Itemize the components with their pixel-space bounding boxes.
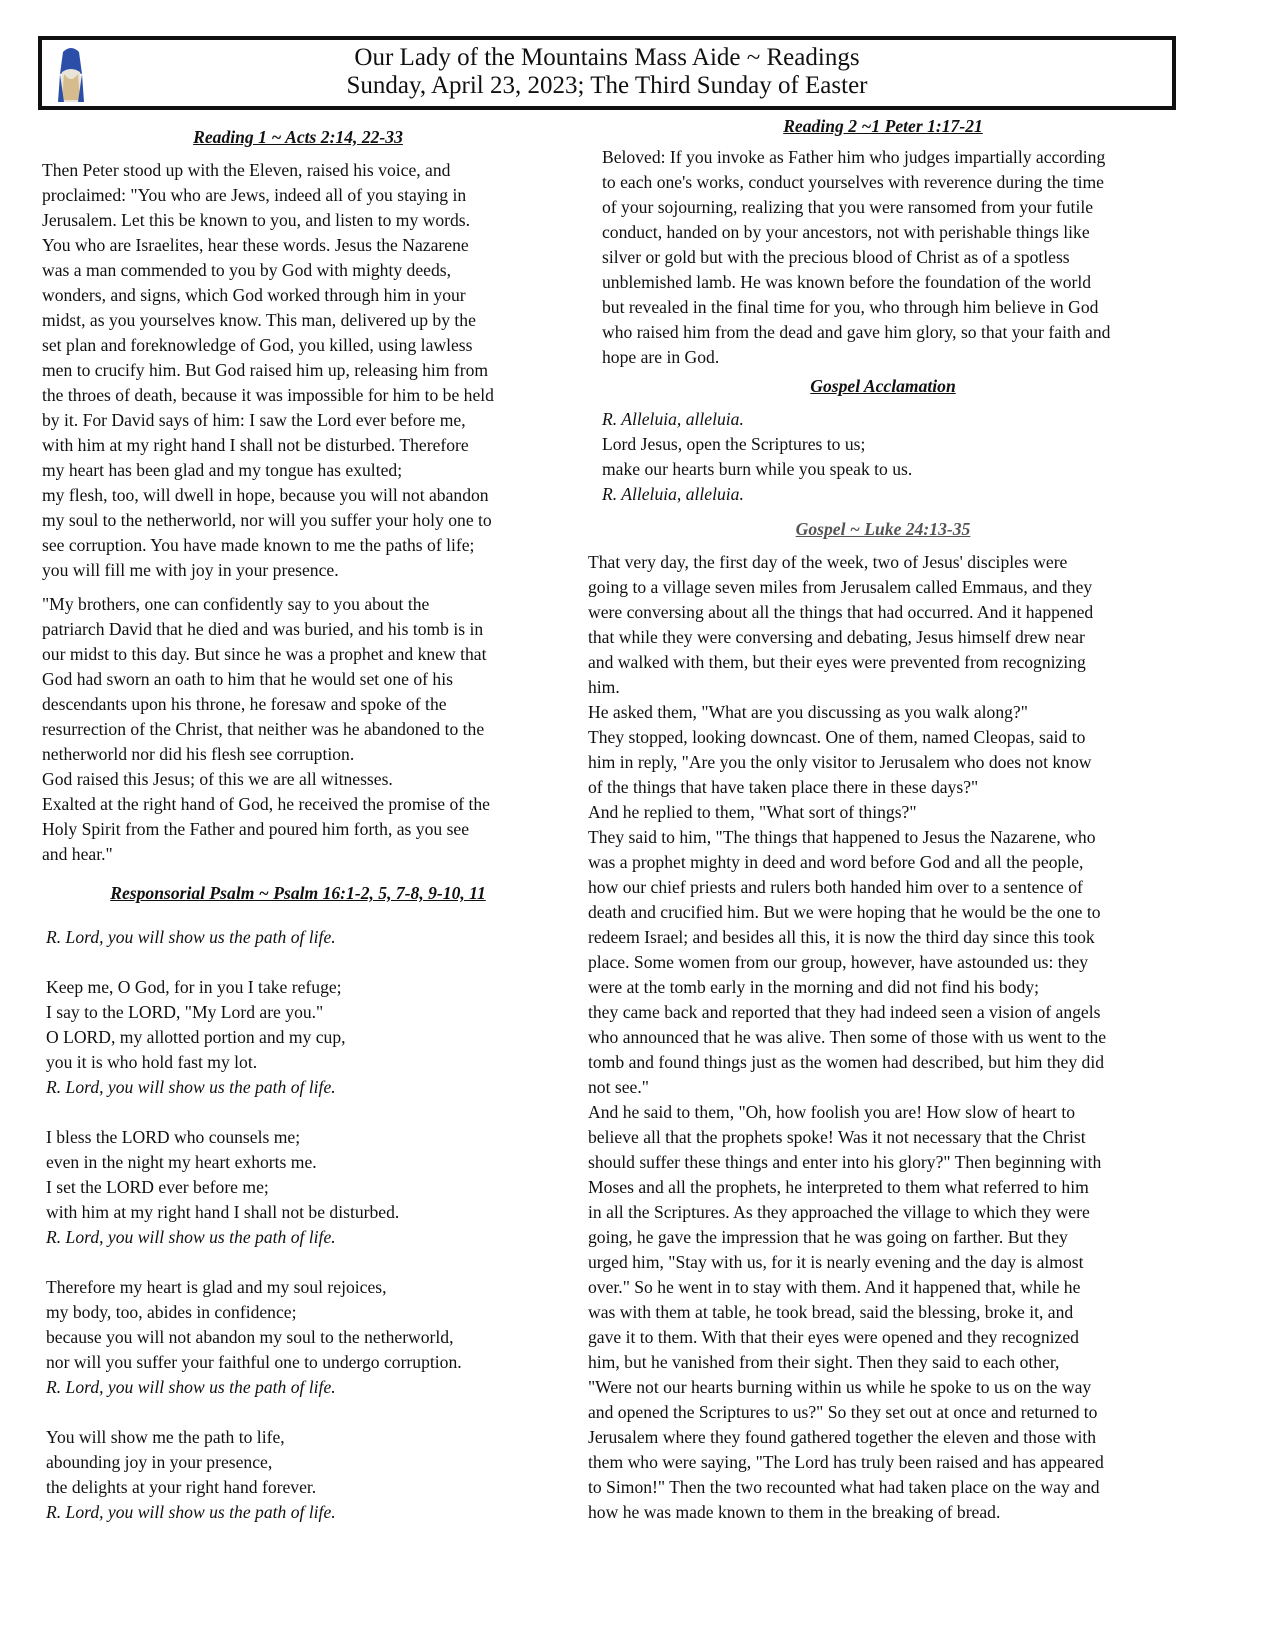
text-line: conduct, handed on by your ancestors, not with perishable things like bbox=[602, 222, 1090, 242]
text-line: going, he gave the impression that he was going on farther. But they bbox=[588, 1227, 1068, 1247]
text-line: Jerusalem where they found gathered together the eleven and those with bbox=[588, 1427, 1097, 1447]
text-line: believe all that the prophets spoke! Was it not necessary that the Christ bbox=[588, 1127, 1086, 1147]
text-line: God raised this Jesus; of this we are all witnesses. bbox=[42, 769, 393, 789]
text-line: Therefore my heart is glad and my soul rejoices, bbox=[46, 1277, 387, 1297]
text-line: was a prophet mighty in deed and word before God and all the people, bbox=[588, 852, 1084, 872]
text-line: who announced that he was alive. Then some of those with us went to the bbox=[588, 1027, 1107, 1047]
response-line: R. Lord, you will show us the path of life. bbox=[46, 1377, 336, 1397]
text-line: to Simon!" Then the two recounted what had taken place on the way and bbox=[588, 1477, 1100, 1497]
text-line: how our chief priests and rulers both handed him over to a sentence of bbox=[588, 877, 1083, 897]
text-line: should suffer these things and enter into his glory?" Then beginning with bbox=[588, 1152, 1102, 1172]
text-line: going to a village seven miles from Jerusalem called Emmaus, and they bbox=[588, 577, 1093, 597]
text-line: by it. For David says of him: I saw the Lord ever before me, bbox=[42, 410, 466, 430]
text-line: death and crucified him. But we were hoping that he would be the one to bbox=[588, 902, 1101, 922]
text-line: men to crucify him. But God raised him up, releasing him from bbox=[42, 360, 489, 380]
text-line: Moses and all the prophets, he interpreted to them what referred to him bbox=[588, 1177, 1089, 1197]
text-line: because you will not abandon my soul to the netherworld, bbox=[46, 1327, 454, 1347]
text-line: hope are in God. bbox=[602, 347, 720, 367]
text-line: of your sojourning, realizing that you were ransomed from your futile bbox=[602, 197, 1094, 217]
reading1-heading: Reading 1 ~ Acts 2:14, 22-33 bbox=[193, 127, 403, 147]
text-line: over." So he went in to stay with them. And it happened that, while he bbox=[588, 1277, 1081, 1297]
text-line: I bless the LORD who counsels me; bbox=[46, 1127, 301, 1147]
text-line: You will show me the path to life, bbox=[46, 1427, 285, 1447]
text-line: that while they were conversing and debating, Jesus himself drew near bbox=[588, 627, 1085, 647]
text-line: place. Some women from our group, however, have astounded us: they bbox=[588, 952, 1089, 972]
text-line: He asked them, "What are you discussing as you walk along?" bbox=[588, 702, 1028, 722]
text-line: you will fill me with joy in your presence. bbox=[42, 560, 339, 580]
response-line: R. Lord, you will show us the path of life. bbox=[46, 1227, 336, 1247]
left-column bbox=[42, 125, 554, 1525]
text-line: They stopped, looking downcast. One of them, named Cleopas, said to bbox=[588, 727, 1086, 747]
text-line: them who were saying, "The Lord has truly been raised and has appeared bbox=[588, 1452, 1104, 1472]
response-line: R. Lord, you will show us the path of life. bbox=[46, 1077, 336, 1097]
text-line: him, but he vanished from their sight. Then they said to each other, bbox=[588, 1352, 1060, 1372]
text-line: Then Peter stood up with the Eleven, raised his voice, and bbox=[42, 160, 451, 180]
text-line: my body, too, abides in confidence; bbox=[46, 1302, 297, 1322]
text-line: our midst to this day. But since he was a prophet and knew that bbox=[42, 644, 487, 664]
text-line: patriarch David that he died and was buried, and his tomb is in bbox=[42, 619, 484, 639]
text-line: abounding joy in your presence, bbox=[46, 1452, 273, 1472]
gospel-heading: Gospel ~ Luke 24:13-35 bbox=[795, 519, 971, 539]
text-line: redeem Israel; and besides all this, it is now the third day since this took bbox=[588, 927, 1095, 947]
reading2-paragraph bbox=[588, 145, 1178, 370]
text-line: Beloved: If you invoke as Father him who judges impartially according bbox=[602, 147, 1106, 167]
text-line: tomb and found things just as the women had described, but him they did bbox=[588, 1052, 1105, 1072]
text-line: O LORD, my allotted portion and my cup, bbox=[46, 1027, 346, 1047]
text-line: midst, as you yourselves know. This man, delivered up by the bbox=[42, 310, 476, 330]
reading1-paragraph-2 bbox=[42, 592, 554, 867]
text-line: how he was made known to them in the breaking of bread. bbox=[588, 1502, 1001, 1522]
text-line: unblemished lamb. He was known before the foundation of the world bbox=[602, 272, 1092, 292]
text-line: Keep me, O God, for in you I take refuge; bbox=[46, 977, 342, 997]
right-column bbox=[588, 114, 1178, 1525]
text-line: to each one's works, conduct yourselves with reverence during the time bbox=[602, 172, 1104, 192]
madonna-logo-icon bbox=[50, 44, 92, 104]
text-line: netherworld nor did his flesh see corruption. bbox=[42, 744, 355, 764]
text-line: you it is who hold fast my lot. bbox=[46, 1052, 258, 1072]
text-line: and hear." bbox=[42, 844, 113, 864]
text-line: nor will you suffer your faithful one to undergo corruption. bbox=[46, 1352, 462, 1372]
text-line: my flesh, too, will dwell in hope, because you will not abandon bbox=[42, 485, 489, 505]
text-line: "Were not our hearts burning within us while he spoke to us on the way bbox=[588, 1377, 1092, 1397]
text-line: descendants upon his throne, he foresaw and spoke of the bbox=[42, 694, 447, 714]
text-line: was a man commended to you by God with mighty deeds, bbox=[42, 260, 451, 280]
text-line: proclaimed: "You who are Jews, indeed all of you staying in bbox=[42, 185, 467, 205]
text-line: set plan and foreknowledge of God, you killed, using lawless bbox=[42, 335, 473, 355]
text-line: but revealed in the final time for you, who through him believe in God bbox=[602, 297, 1099, 317]
psalm-body bbox=[42, 925, 554, 1525]
text-line: with him at my right hand I shall not be disturbed. bbox=[46, 1202, 400, 1222]
response-line: R. Alleluia, alleluia. bbox=[602, 409, 744, 429]
text-line: make our hearts burn while you speak to us. bbox=[602, 459, 913, 479]
text-line: I say to the LORD, "My Lord are you." bbox=[46, 1002, 324, 1022]
text-line: see corruption. You have made known to me the paths of life; bbox=[42, 535, 475, 555]
text-line: silver or gold but with the precious blood of Christ as of a spotless bbox=[602, 247, 1070, 267]
acclamation-heading: Gospel Acclamation bbox=[810, 376, 956, 396]
text-line: in all the Scriptures. As they approached the village to which they were bbox=[588, 1202, 1090, 1222]
page-header bbox=[38, 36, 1176, 110]
psalm-heading: Responsorial Psalm ~ Psalm 16:1-2, 5, 7-8, 9-10, 11 bbox=[110, 883, 486, 903]
text-line: And he said to them, "Oh, how foolish you are! How slow of heart to bbox=[588, 1102, 1076, 1122]
text-line: urged him, "Stay with us, for it is nearly evening and the day is almost bbox=[588, 1252, 1084, 1272]
text-line: they came back and reported that they had indeed seen a vision of angels bbox=[588, 1002, 1101, 1022]
text-line: and walked with them, but their eyes were prevented from recognizing bbox=[588, 652, 1086, 672]
text-line: the delights at your right hand forever. bbox=[46, 1477, 317, 1497]
text-line: Lord Jesus, open the Scriptures to us; bbox=[602, 434, 866, 454]
response-line: R. Lord, you will show us the path of life. bbox=[46, 927, 336, 947]
text-line: him in reply, "Are you the only visitor to Jerusalem who does not know bbox=[588, 752, 1092, 772]
text-line: of the things that have taken place there in these days?" bbox=[588, 777, 979, 797]
text-line: with him at my right hand I shall not be disturbed. Therefore bbox=[42, 435, 469, 455]
text-line: gave it to them. With that their eyes were opened and they recognized bbox=[588, 1327, 1079, 1347]
text-line: who raised him from the dead and gave him glory, so that your faith and bbox=[602, 322, 1111, 342]
text-line: Exalted at the right hand of God, he received the promise of the bbox=[42, 794, 490, 814]
text-line: I set the LORD ever before me; bbox=[46, 1177, 269, 1197]
text-line: my heart has been glad and my tongue has exulted; bbox=[42, 460, 403, 480]
text-line: And he replied to them, "What sort of things?" bbox=[588, 802, 917, 822]
text-line: him. bbox=[588, 677, 620, 697]
response-line: R. Lord, you will show us the path of life. bbox=[46, 1502, 336, 1522]
text-line: and opened the Scriptures to us?" So they set out at once and returned to bbox=[588, 1402, 1098, 1422]
reading2-heading: Reading 2 ~1 Peter 1:17-21 bbox=[783, 116, 983, 136]
text-line: Holy Spirit from the Father and poured him forth, as you see bbox=[42, 819, 470, 839]
bulletin-date: Sunday, April 23, 2023; The Third Sunday of Easter bbox=[346, 72, 868, 99]
text-line: God had sworn an oath to him that he would set one of his bbox=[42, 669, 453, 689]
text-line: not see." bbox=[588, 1077, 649, 1097]
text-line: the throes of death, because it was impossible for him to be held bbox=[42, 385, 494, 405]
text-line: Jerusalem. Let this be known to you, and listen to my words. bbox=[42, 210, 471, 230]
text-line: were conversing about all the things that had occurred. And it happened bbox=[588, 602, 1094, 622]
text-line: my soul to the netherworld, nor will you suffer your holy one to bbox=[42, 510, 492, 530]
text-line: That very day, the first day of the week, two of Jesus' disciples were bbox=[588, 552, 1068, 572]
text-line: They said to him, "The things that happened to Jesus the Nazarene, who bbox=[588, 827, 1096, 847]
text-line: even in the night my heart exhorts me. bbox=[46, 1152, 317, 1172]
gospel-paragraph bbox=[588, 550, 1178, 1525]
response-line: R. Alleluia, alleluia. bbox=[602, 484, 744, 504]
text-line: resurrection of the Christ, that neither was he abandoned to the bbox=[42, 719, 485, 739]
text-line: "My brothers, one can confidently say to you about the bbox=[42, 594, 430, 614]
text-line: were at the tomb early in the morning and did not find his body; bbox=[588, 977, 1039, 997]
reading1-paragraph-1 bbox=[42, 158, 554, 583]
text-line: You who are Israelites, hear these words. Jesus the Nazarene bbox=[42, 235, 469, 255]
acclamation-body bbox=[588, 407, 1178, 507]
bulletin-title: Our Lady of the Mountains Mass Aide ~ Readings bbox=[354, 44, 860, 71]
text-line: wonders, and signs, which God worked through him in your bbox=[42, 285, 466, 305]
text-line: was with them at table, he took bread, said the blessing, broke it, and bbox=[588, 1302, 1074, 1322]
